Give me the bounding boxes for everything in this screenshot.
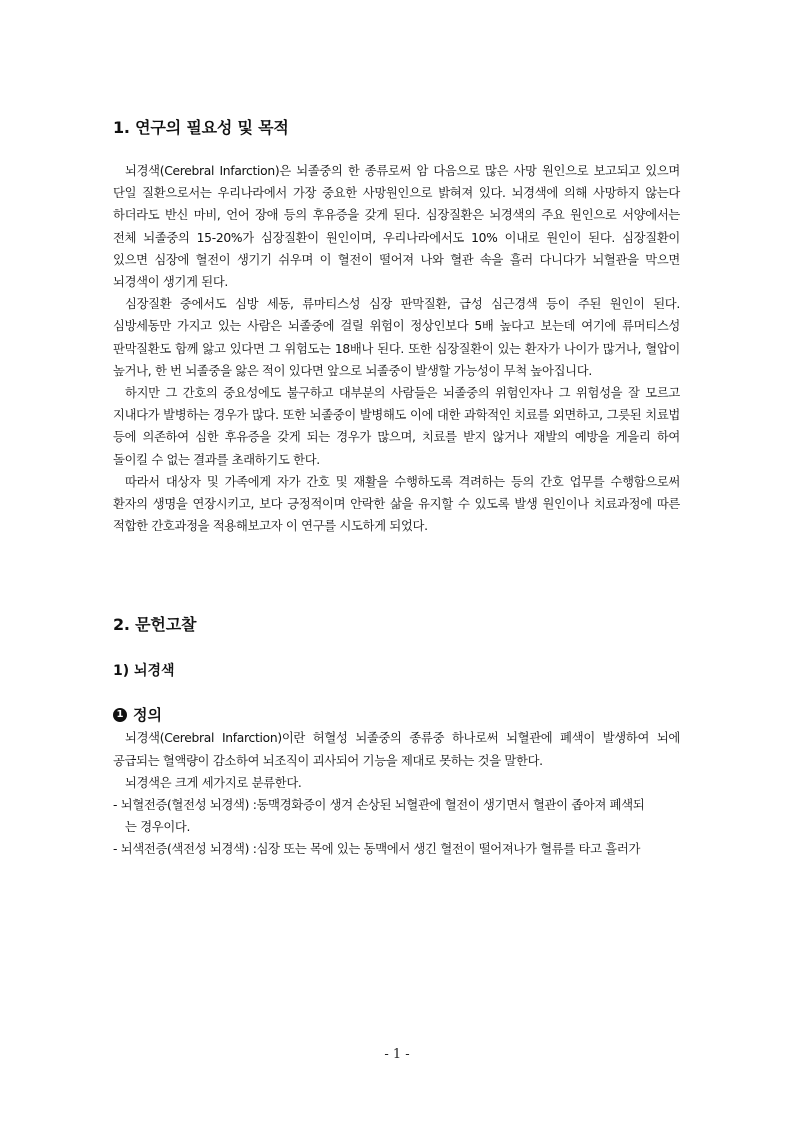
- section1-paragraph-3: 하지만 그 간호의 중요성에도 불구하고 대부분의 사람들은 뇌졸중의 위험인자나 그 위험성을 잘 모르고 지내다가 발병하는 경우가 많다. 또한 뇌졸중이 발병해도 이에 대한 과학적인 치료를 외면하고, 그릇된 치료법 등에 의존하여 심한 후유증을 갖게 되는 경우가 많으며, 치료를 받지 않거나 재발의 예방을 게을리 하여 돌이킬 수 없는 결과를 초래하기도 한다.: [113, 386, 680, 467]
- section2-heading: 2. 문헌고찰: [113, 615, 197, 635]
- classification-item-1-continued: 는 경우이다.: [125, 820, 191, 835]
- definition-heading: [113, 703, 680, 727]
- section1-paragraph-4: 따라서 대상자 및 가족에게 자가 간호 및 재활을 수행하도록 격려하는 등의 간호 업무를 수행함으로써 환자의 생명을 연장시키고, 보다 긍정적이며 안락한 삶을 유지할 수 있도록 발생 원인이나 치료과정에 따른 적합한 간호과정을 적용해보고자 이 연구를 시도하게 되었다.: [113, 474, 680, 534]
- classification-item-1: - 뇌혈전증(혈전성 뇌경색) :동맥경화증이 생겨 손상된 뇌혈관에 혈전이 생기면서 혈관이 좁아져 폐색되: [113, 798, 645, 813]
- section1-paragraph-2: 심장질환 중에서도 심방 세동, 류마티스성 심장 판막질환, 급성 심근경색 등이 주된 원인이 된다. 심방세동만 가지고 있는 사람은 뇌졸중에 걸릴 위험이 정상인보다 5배 높다고 보는데 여기에 류머티스성 판막질환도 함께 앓고 있다면 그 위험도는 18배나 된다. 또한 심장질환이 있는 환자가 나이가 많거나, 혈압이 높거나, 한 번 뇌졸중을 앓은 적이 있다면 앞으로 뇌졸중이 발생할 가능성이 무척 높아집니다.: [113, 297, 680, 378]
- section1-heading: 1. 연구의 필요성 및 목적: [113, 118, 289, 137]
- definition-paragraph: 뇌경색(Cerebral Infarction)이란 허혈성 뇌졸중의 종류중 하나로써 뇌혈관에 폐색이 발생하여 뇌에 공급되는 혈액량이 감소하여 뇌조직이 괴사되어 기능을 제대로 못하는 것을 말한다.: [113, 731, 680, 768]
- circled-number-icon: 1: [113, 708, 127, 722]
- page-number: - 1 -: [384, 1047, 410, 1062]
- page-content: [113, 114, 680, 861]
- section1-body: [113, 160, 680, 537]
- classification-item-2: - 뇌색전증(색전성 뇌경색) :심장 또는 목에 있는 동맥에서 생긴 혈전이 떨어져나가 혈류를 타고 흘러가: [113, 842, 641, 857]
- definition-title: 정의: [133, 706, 162, 725]
- classification-intro: 뇌경색은 크게 세가지로 분류한다.: [125, 775, 302, 790]
- section1-paragraph-1: 뇌경색(Cerebral Infarction)은 뇌졸중의 한 종류로써 암 다음으로 많은 사망 원인으로 보고되고 있으며 단일 질환으로서는 우리나라에서 가장 중요한 사망원인으로 밝혀져 있다. 뇌경색에 의해 사망하지 않는다 하더라도 반신 마비, 언어 장애 등의 후유증을 갖게 된다. 심장질환은 뇌경색의 주요 원인으로 서양에서는 전체 뇌졸중의 15-20%가 심장질환이 원인이며, 우리나라에서도 10% 이내로 원인이 된다. 심장질환이 있으면 심장에 혈전이 생기기 쉬우며 이 혈전이 떨어져 나와 혈관 속을 흘러 다니다가 뇌혈관을 막으면 뇌경색이 생기게 된다.: [113, 164, 680, 290]
- section2-subheading: 1) 뇌경색: [113, 663, 175, 680]
